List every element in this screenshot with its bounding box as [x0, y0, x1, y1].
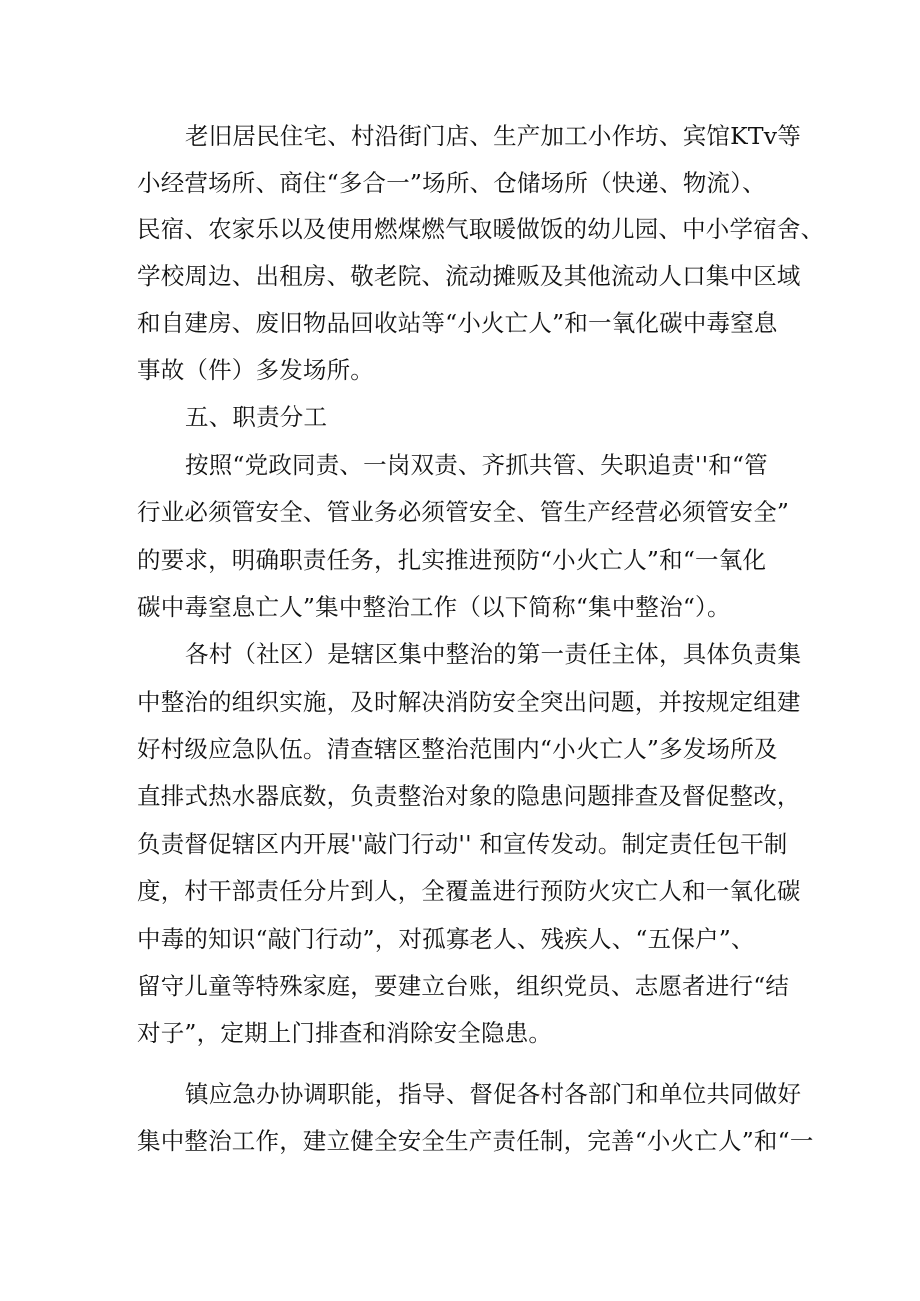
text-line: 镇应急办协调职能，指导、督促各村各部门和单位共同做好 — [185, 1080, 802, 1108]
text-line: 各村（社区）是辖区集中整治的第一责任主体，具体负责集 — [185, 640, 802, 668]
text-line: 事故（件）多发场所。 — [137, 356, 374, 384]
text-line: 中毒的知识“敲门行动”，对孤寡老人、残疾人、“五保户”、 — [137, 925, 755, 953]
text-line: 的要求，明确职责任务，扎实推进预防“小火亡人”和“一氧化 — [137, 546, 767, 574]
text-line: 老旧居民住宅、村沿街门店、生产加工小作坊、宾馆KTv等 — [185, 122, 801, 150]
text-line: 留守儿童等特殊家庭，要建立台账，组织党员、志愿者进行“结 — [137, 972, 790, 1000]
text-line: 碳中毒窒息亡人”集中整治工作（以下简称“集中整治“）。 — [137, 593, 731, 621]
text-line: 集中整治工作，建立健全安全生产责任制，完善“小火亡人”和“一 — [137, 1127, 814, 1155]
text-line: 直排式热水器底数，负责整治对象的隐患问题排查及督促整改， — [137, 782, 801, 810]
text-line: 对子”，定期上门排查和消除安全隐患。 — [137, 1019, 553, 1047]
text-line: 好村级应急队伍。清查辖区整治范围内“小火亡人”多发场所及 — [137, 735, 778, 763]
text-line: 和自建房、废旧物品回收站等“小火亡人”和一氧化碳中毒窒息 — [137, 309, 778, 337]
text-line: 小经营场所、商住“多合一”场所、仓储场所（快递、物流）、 — [137, 169, 766, 197]
text-line: 度，村干部责任分片到人，全覆盖进行预防火灾亡人和一氧化碳 — [137, 877, 801, 905]
text-line: 中整治的组织实施，及时解决消防安全突出问题，并按规定组建 — [137, 688, 801, 716]
text-line: 学校周边、出租房、敬老院、流动摊贩及其他流动人口集中区域 — [137, 262, 801, 290]
text-line: 行业必须管安全、管业务必须管安全、管生产经营必须管安全” — [137, 498, 790, 526]
section-heading: 五、职责分工 — [185, 403, 328, 431]
text-line: 民宿、农家乐以及使用燃煤燃气取暖做饭的幼儿园、中小学宿舍、 — [137, 215, 825, 243]
text-line: 负责督促辖区内开展''敲门行动'' 和宣传发动。制定责任包干制 — [137, 830, 788, 858]
text-line: 按照“党政同责、一岗双责、齐抓共管、失职追责''和“管 — [185, 451, 768, 479]
